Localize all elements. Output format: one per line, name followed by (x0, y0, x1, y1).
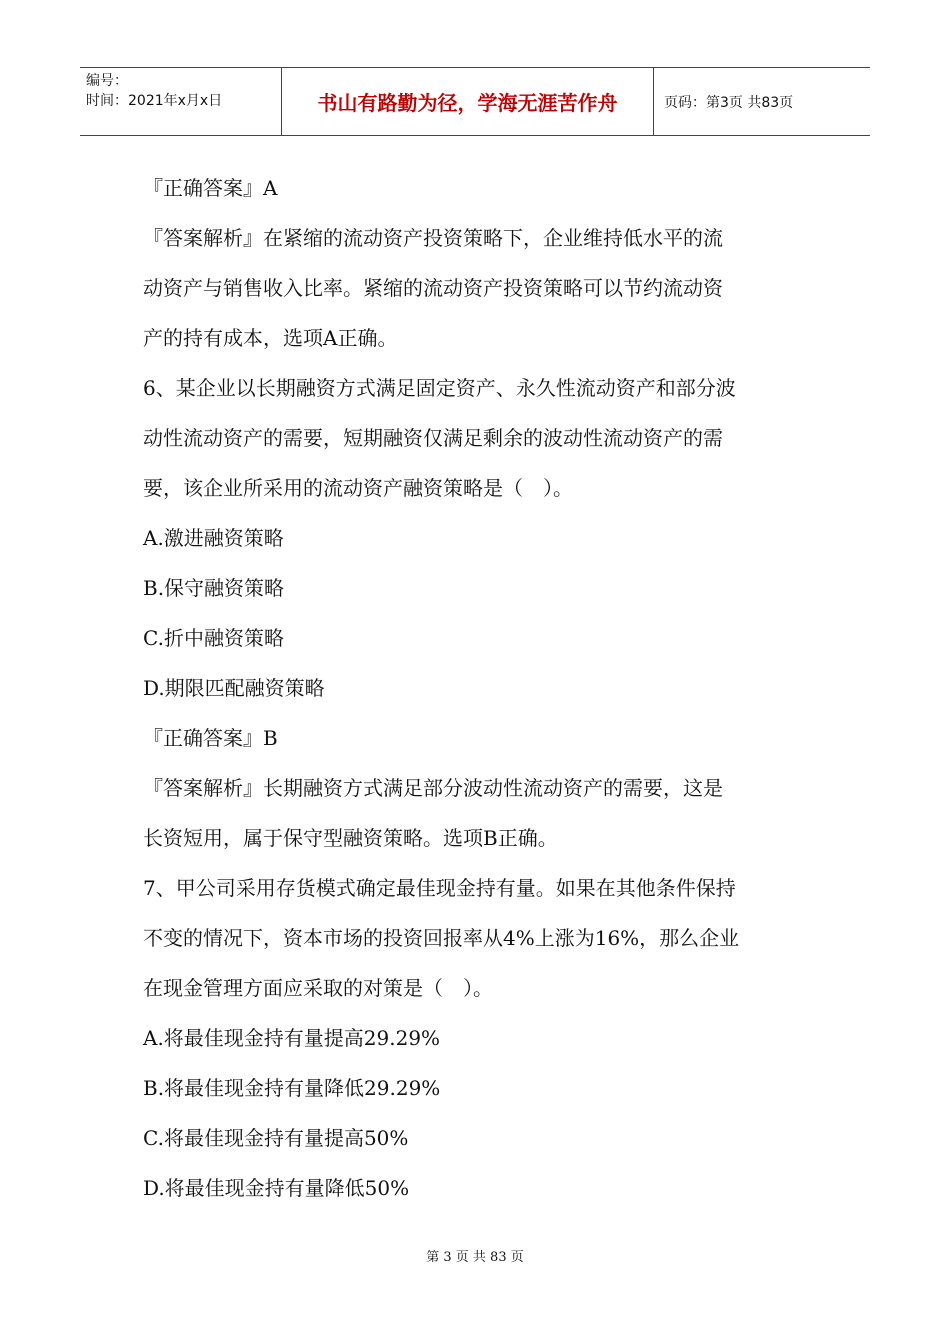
explanation-line: 动资产与销售收入比率。紧缩的流动资产投资策略可以节约流动资 (143, 276, 723, 300)
answer-line: 『正确答案』A (143, 176, 278, 200)
option-line: D.期限匹配融资策略 (143, 676, 325, 700)
option-line: B.保守融资策略 (143, 576, 285, 600)
explanation-line: 长资短用，属于保守型融资策略。选项B正确。 (143, 826, 558, 850)
question-line: 动性流动资产的需要，短期融资仅满足剩余的波动性流动资产的需 (143, 426, 723, 450)
document-body (143, 163, 823, 1213)
header-meta (80, 68, 282, 135)
option-line: A.激进融资策略 (143, 526, 284, 550)
question-line: 要，该企业所采用的流动资产融资策略是（ ）。 (143, 476, 573, 500)
page-header (80, 67, 870, 136)
header-page-info: 页码：第3页 共83页 (664, 94, 794, 111)
option-line: B.将最佳现金持有量降低29.29% (143, 1076, 441, 1100)
option-line: A.将最佳现金持有量提高29.29% (143, 1026, 441, 1050)
document-number-label: 编号： (86, 73, 128, 89)
page-footer: 第 3 页 共 83 页 (426, 1250, 524, 1265)
question-line: 不变的情况下，资本市场的投资回报率从4%上涨为16%，那么企业 (143, 926, 740, 950)
document-time-label: 时间：2021年x月x日 (86, 93, 223, 109)
header-motto: 书山有路勤为径，学海无涯苦作舟 (282, 68, 654, 135)
option-line: D.将最佳现金持有量降低50% (143, 1176, 410, 1200)
option-line: C.将最佳现金持有量提高50% (143, 1126, 409, 1150)
explanation-line: 产的持有成本，选项A正确。 (143, 326, 398, 350)
question-line: 在现金管理方面应采取的对策是（ ）。 (143, 976, 493, 1000)
option-line: C.折中融资策略 (143, 626, 284, 650)
question-line: 6、某企业以长期融资方式满足固定资产、永久性流动资产和部分波 (143, 376, 736, 400)
explanation-line: 『答案解析』长期融资方式满足部分波动性流动资产的需要，这是 (143, 776, 723, 800)
explanation-line: 『答案解析』在紧缩的流动资产投资策略下，企业维持低水平的流 (143, 226, 723, 250)
question-line: 7、甲公司采用存货模式确定最佳现金持有量。如果在其他条件保持 (143, 876, 736, 900)
answer-line: 『正确答案』B (143, 726, 278, 750)
